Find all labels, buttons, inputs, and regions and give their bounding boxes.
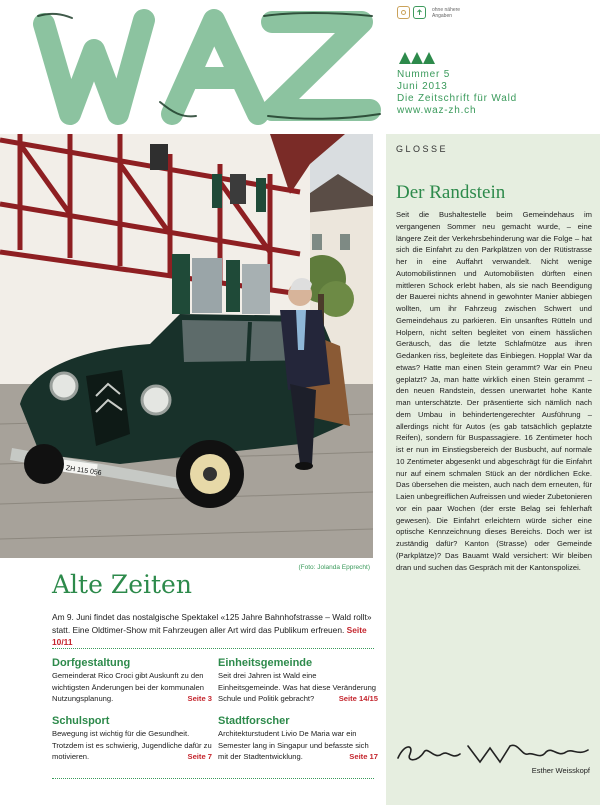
divider [52, 778, 374, 779]
issue-date: Juni 2013 [397, 81, 448, 92]
lead-text [52, 611, 378, 649]
photo-caption: (Foto: Jolanda Epprecht) [298, 564, 370, 571]
teaser-text: Architekturstudent Livio De Maria war ein Semester lang in Singapur und befasste sich mit der Stadtentwicklung. Seite 17 [218, 729, 378, 761]
waz-logo [32, 2, 387, 130]
issue-number: Nummer 5 [397, 69, 451, 80]
mountains-icon [399, 52, 435, 64]
teaser-text: Seit drei Jahren ist Wald eine Einheitsgemeinde. Was hat diese Veränderung Schule und Politik gebracht? Seite 14/15 [218, 671, 378, 703]
author-signature [394, 740, 594, 766]
sun-icon [397, 6, 410, 19]
author-name: Esther Weisskopf [531, 766, 590, 775]
icons-caption: ohne nähere Angaben [432, 6, 461, 19]
teaser-page-ref[interactable]: Seite 14/15 [338, 694, 378, 703]
cover-photo [0, 134, 373, 558]
teaser-page-ref[interactable]: Seite 3 [187, 694, 212, 703]
teaser-dorfgestaltung[interactable] [52, 656, 212, 705]
lead-body: Am 9. Juni findet das nostalgische Spektakel «125 Jahre Bahnhofstrasse – Wald rollt» statt. Eine Oldtimer-Show mit Fahrzeugen aller Art wird das Publikum erfreuen. [52, 612, 372, 635]
teaser-title: Dorfgestaltung [52, 657, 131, 669]
license-plate: ZH 115 056 [65, 465, 102, 478]
lead-page-ref[interactable]: Seite 10/11 [52, 624, 367, 647]
divider [52, 648, 374, 649]
website-link[interactable]: www.waz-zh.ch [397, 105, 477, 116]
glosse-body: Seit die Bushaltestelle beim Gemeindehaus im vergangenen Sommer neu gemacht wurde, – eine längere Zeit der Verkehrsbehinderung war die Folge – hat sich die Einfahrt zu den Parkplätzen von der Rütistrasse her in eine Auffahrt verwandelt. Nicht wenige Automobilistinnen und Automobilisten dürften einen mittleren Schock erlebt haben, als sie nach Beendigung der Bauerei nichts ahnend in gewohnter Manier abbiegen wollten, um ihr Fahrzeug zwischen Schwert und Gemeindehaus zu parkieren. Ein unsanftes Rütteln und Holpern, nicht selten begleitet von einem hässlichen Geräusch, das die letzte Schlafmütze aus ihren Gedanken riss, begleitete das Einbiegen. Hoppla! War da etwas? Hatte man einen Stein gerammt? War ein Pneu geplatzt? Ja, man hatte wirklich einen Stein gerammt – den neuen Randstein, dessen unerwartet hohe Kante man unterschätzte. Der präsentierte sich nämlich nach dem Umbau in behindertengerechter Ausführung – allerdings nicht für Autos (es gab tatsächlich geplatzte Reifen), sondern für Buspassagiere. 16 Zentimeter hoch ist er nun im Einstiegsbereich der Busbucht, auf normale 10 Zentimeter abgesenkt und abgeschrägt für die Einfahrt nur auf einem schmalen Stück an der nördlichen Ecke. Das übersehen die meisten, auch nach dem erneuten, für Laien unbegreiflichen Aufreissen und wieder Zubetonieren vor ein paar Wochen (der erste Belag sei fehlerhaft gewesen). Die Einfahrt erleichtern würde sicher eine optische Kennzeichnung dieses Bereichs. Doch wer ist zuständig dafür? Kanton (Strasse) oder Gemeinde (Parkplätze)? Das Bauamt Wald versichert: Wir bleiben dran und suchen das Gespräch mit der Kantonspolizei. [396, 210, 592, 572]
teaser-stadtforscher[interactable] [218, 714, 378, 763]
glosse-label: GLOSSE [396, 144, 449, 154]
masthead [0, 0, 600, 134]
teaser-einheitsgemeinde[interactable] [218, 656, 378, 705]
teaser-text: Gemeinderat Rico Croci gibt Auskunft zu den wichtigsten Änderungen bei der kommunalen Nutzungsplanung. Seite 3 [52, 671, 212, 703]
teaser-title: Stadtforscher [218, 715, 290, 727]
teaser-title: Einheitsgemeinde [218, 657, 313, 669]
teaser-page-ref[interactable]: Seite 7 [187, 752, 212, 761]
teaser-schulsport[interactable] [52, 714, 212, 763]
teaser-page-ref[interactable]: Seite 17 [349, 752, 378, 761]
issue-info [397, 69, 517, 117]
header-icons [397, 6, 472, 19]
lead-title: Alte Zeiten [52, 570, 192, 599]
glosse-title: Der Randstein [396, 182, 506, 203]
teaser-title: Schulsport [52, 715, 110, 727]
glosse-column [386, 134, 600, 805]
tagline: Die Zeitschrift für Wald [397, 93, 517, 104]
arrow-up-icon [413, 6, 426, 19]
teaser-text: Bewegung ist wichtig für die Gesundheit. Trotzdem ist es schwierig, Jugendliche dafür zu motivieren. Seite 7 [52, 729, 212, 761]
